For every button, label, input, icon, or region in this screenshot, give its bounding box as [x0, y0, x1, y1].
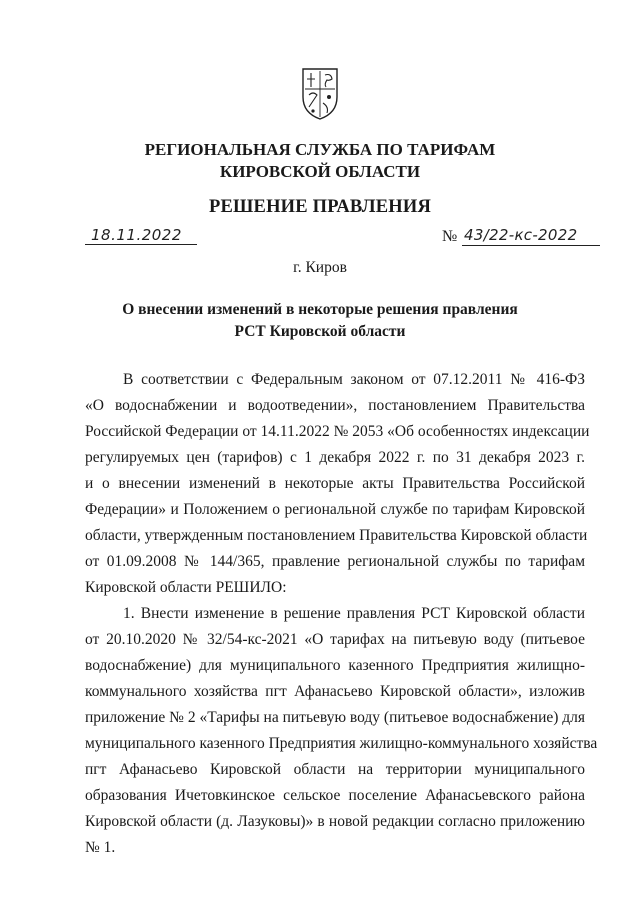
org-name-line1: РЕГИОНАЛЬНАЯ СЛУЖБА ПО ТАРИФАМ — [144, 140, 496, 159]
body-line: Российской Федерации от 14.11.2022 № 2053 «Об особенностях индексации — [85, 423, 590, 440]
decision-date — [85, 226, 197, 246]
decision-title: РЕШЕНИЕ ПРАВЛЕНИЯ — [208, 197, 432, 217]
body-line: образования Ичетовкинское сельское поселение Афанасьевского района — [85, 787, 585, 804]
body-line: от 20.10.2020 № 32/54-кс-2021 «О тарифах на питьевую воду (питьевое — [85, 631, 585, 648]
org-name-line2: КИРОВСКОЙ ОБЛАСТИ — [219, 162, 421, 181]
subject-line1: О внесении изменений в некоторые решения правления — [122, 301, 518, 318]
body-line: «О водоснабжении и водоотведении», постановлением Правительства — [85, 397, 585, 414]
body-line: от 01.09.2008 № 144/365, правление региональной службы по тарифам — [85, 553, 585, 570]
body-line: 1. Внести изменение в решение правления РСТ Кировской области — [123, 605, 585, 622]
body-line: Кировской области РЕШИЛО: — [85, 579, 287, 596]
number-underline — [462, 245, 600, 246]
body-line: области, утвержденным постановлением Правительства Кировской области — [85, 527, 588, 544]
body-line: и о внесении изменений в некоторые акты Правительства Российской — [85, 475, 585, 492]
body-line: водоснабжение) для муниципального казенного Предприятия жилищно- — [85, 657, 585, 674]
handwritten-number: 43/22-кс-2022 — [464, 226, 578, 244]
body-line: № 1. — [85, 839, 116, 856]
date-underline — [85, 244, 197, 245]
body-line: пгт Афанасьево Кировской области на территории муниципального — [85, 761, 585, 778]
coat-of-arms-icon — [301, 67, 339, 121]
handwritten-date: 18.11.2022 — [91, 226, 182, 244]
body-line: В соответствии с Федеральным законом от 07.12.2011 № 416-ФЗ — [123, 371, 585, 388]
body-line: приложение № 2 «Тарифы на питьевую воду (питьевое водоснабжение) для — [85, 709, 586, 726]
body-line: Федерации» и Положением о региональной службе по тарифам Кировской — [85, 501, 585, 518]
body-line: муниципального казенного Предприятия жилищно-коммунального хозяйства — [85, 735, 598, 752]
subject-line2: РСТ Кировской области — [234, 323, 406, 340]
body-line: коммунального хозяйства пгт Афанасьево Кировской области», изложив — [85, 683, 585, 700]
city-name: г. Киров — [293, 259, 347, 276]
number-sign: № — [442, 228, 458, 245]
body-line: Кировской области (д. Лазуковы)» в новой редакции согласно приложению — [85, 813, 585, 830]
decision-number — [442, 226, 600, 248]
body-line: регулируемых цен (тарифов) с 1 декабря 2022 г. по 31 декабря 2023 г. — [85, 449, 585, 466]
